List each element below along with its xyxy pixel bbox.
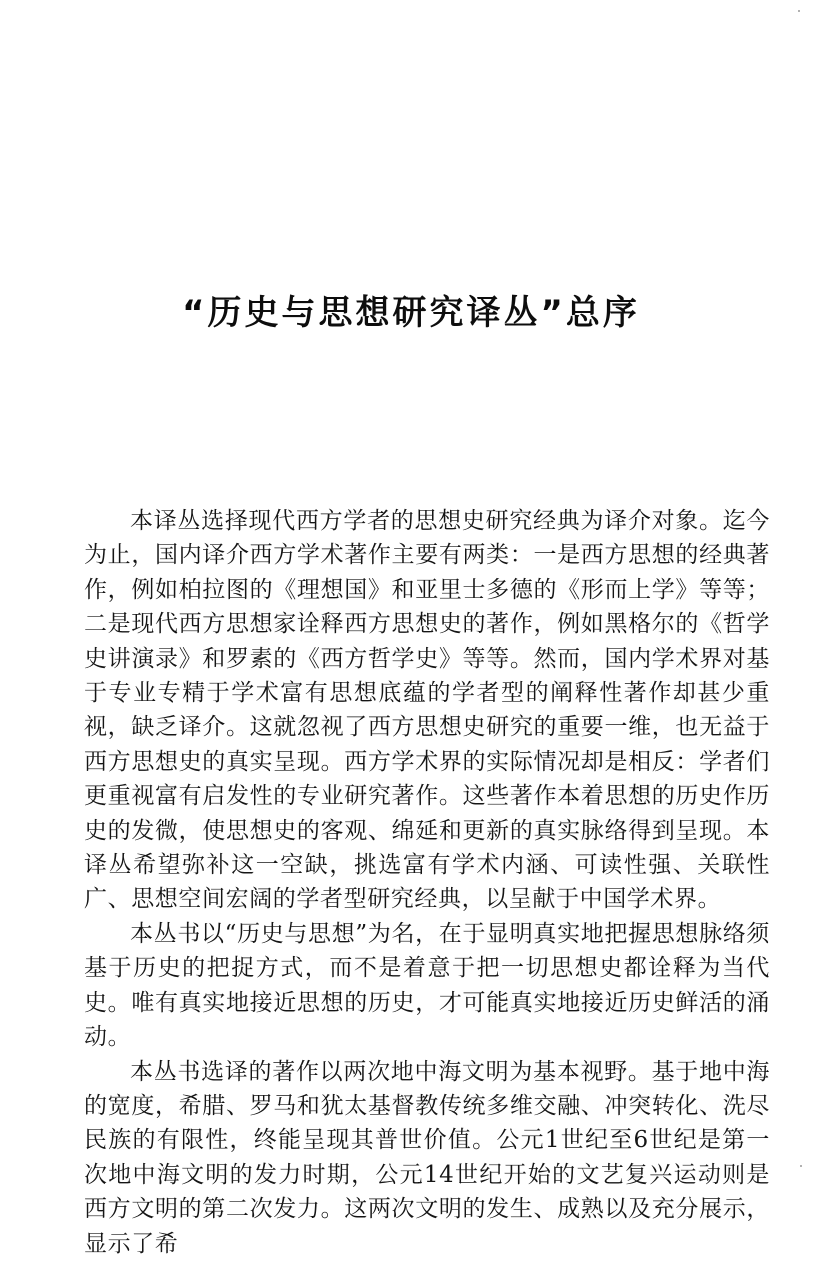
paragraph-2: 本丛书以“历史与思想”为名，在于显明真实地把握思想脉络须基于历史的把捉方式，而不是着意于把一切思想史都诠释为当代史。唯有真实地接近思想的历史，才可能真实地接近历史鲜活的涌动。 (84, 920, 770, 1051)
paragraph-1: 本译丛选择现代西方学者的思想史研究经典为译介对象。迄今为止，国内译介西方学术著作主要有两类：一是西方思想的经典著作，例如柏拉图的《理想国》和亚里士多德的《形而上学》等等；二是现代西方思想家诠释西方思想史的著作，例如黑格尔的《哲学史讲演录》和罗素的《西方哲学史》等等。然而，国内学术界对基于专业专精于学术富有思想底蕴的学者型的阐释性著作却甚少重视，缺乏译介。这就忽视了西方思想史研究的重要一维，也无益于西方思想史的真实呈现。西方学术界的实际情况却是相反：学者们更重视富有启发性的专业研究著作。这些著作本着思想的历史作历史的发微，使思想史的客观、绵延和更新的真实脉络得到呈现。本译丛希望弥补这一空缺，挑选富有学术内涵、可读性强、关联性广、思想空间宏阔的学者型研究经典，以呈献于中国学术界。 (84, 508, 770, 913)
scan-speck (798, 10, 800, 12)
page-title: “历史与思想研究译丛”总序 (182, 293, 640, 333)
scan-speck (800, 1165, 802, 1167)
paragraph-3: 本丛书选译的著作以两次地中海文明为基本视野。基于地中海的宽度，希腊、罗马和犹太基督教传统多维交融、冲突转化、洗尽民族的有限性，终能呈现其普世价值。公元1世纪至6世纪是第一次地中海文明的发力时期，公元14世纪开始的文艺复兴运动则是西方文明的第二次发力。这两次文明的发生、成熟以及充分展示，显示了希 (84, 1058, 770, 1257)
preface-body (84, 504, 770, 1261)
